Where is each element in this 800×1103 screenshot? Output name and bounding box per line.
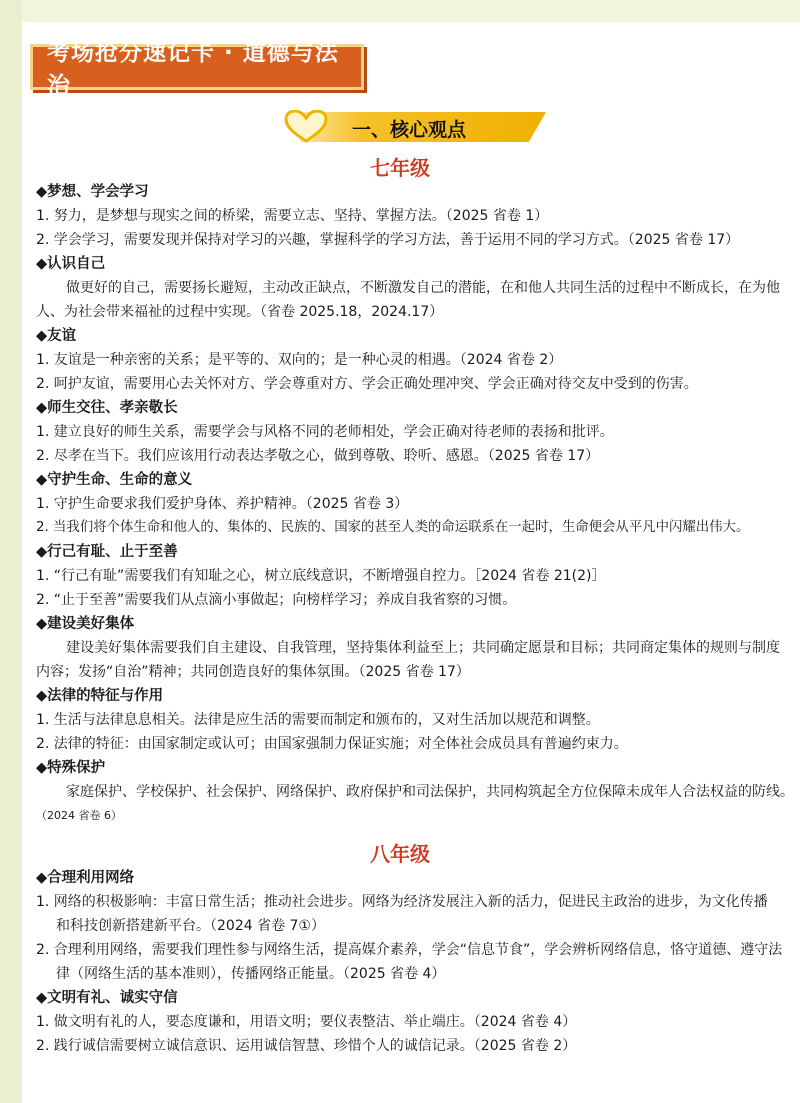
paragraph-line: 内容；发扬“自治”精神；共同创造良好的集体氛围。（2025 省卷 17） [36, 664, 470, 680]
list-item: 1. 友谊是一种亲密的关系；是平等的、双向的；是一种心灵的相遇。（2024 省卷 2） [36, 352, 563, 368]
list-item: 2. “止于至善”需要我们从点滴小事做起；向榜样学习；养成自我省察的习惯。 [36, 592, 517, 608]
topic-heading: ◆建设美好集体 [36, 616, 135, 632]
paragraph-line: 人、为社会带来福祉的过程中实现。（省卷 2025.18，2024.17） [36, 304, 444, 320]
topic-heading: ◆友谊 [36, 328, 77, 344]
topic-heading: ◆文明有礼、诚实守信 [36, 990, 178, 1006]
list-item: 2. 呵护友谊，需要用心去关怀对方、学会尊重对方、学会正确处理冲突、学会正确对待交友中受到的伤害。 [36, 376, 698, 392]
list-item: 2. 合理利用网络，需要我们理性参与网络生活，提高媒介素养，学会“信息节食”，学会辨析网络信息，恪守道德、遵守法 [36, 942, 783, 958]
topic-heading: ◆行己有耻、止于至善 [36, 544, 178, 560]
topic-heading: ◆特殊保护 [36, 760, 106, 776]
topic-heading: ◆合理利用网络 [36, 870, 135, 886]
topic-heading: ◆师生交往、孝亲敬长 [36, 400, 178, 416]
paragraph-line: 家庭保护、学校保护、社会保护、网络保护、政府保护和司法保护，共同构筑起全方位保障未成年人合法权益的防线。 [66, 784, 794, 800]
list-item: 2. 当我们将个体生命和他人的、集体的、民族的、国家的甚至人类的命运联系在一起时，生命便会从平凡中闪耀出伟大。 [36, 520, 750, 535]
heart-icon [284, 110, 328, 144]
grade-7-content [36, 180, 794, 828]
paragraph-line: 做更好的自己，需要扬长避短，主动改正缺点，不断激发自己的潜能，在和他人共同生活的过程中不断成长，在为他 [66, 280, 780, 296]
paragraph-line: 建设美好集体需要我们自主建设、自我管理，坚持集体利益至上；共同确定愿景和目标；共同商定集体的规则与制度 [66, 640, 780, 656]
list-item: 1. 做文明有礼的人，要态度谦和，用语文明；要仪表整洁、举止端庄。（2024 省卷 4） [36, 1014, 577, 1030]
grade-8-heading: 八年级 [370, 842, 430, 866]
banner-title: 考场抢分速记卡 · 道德与法治 [47, 40, 339, 99]
list-item: 1. “行己有耻”需要我们有知耻之心，树立底线意识，不断增强自控力。［2024 省卷 21(2)］ [36, 568, 606, 584]
list-item-continuation: 和科技创新搭建新平台。（2024 省卷 7①） [56, 918, 325, 934]
list-item: 1. 守护生命要求我们爱护身体、养护精神。（2025 省卷 3） [36, 496, 409, 512]
topic-heading: ◆梦想、学会学习 [36, 184, 149, 200]
list-item: 2. 学会学习，需要发现并保持对学习的兴趣，掌握科学的学习方法，善于运用不同的学习方式。（2025 省卷 17） [36, 232, 740, 248]
list-item: 2. 尽孝在当下。我们应该用行动表达孝敬之心，做到尊敬、聆听、感恩。（2025 省卷 17） [36, 448, 600, 464]
list-item: 1. 网络的积极影响：丰富日常生活；推动社会进步。网络为经济发展注入新的活力，促进民主政治的进步，为文化传播 [36, 894, 768, 910]
list-item: 1. 生活与法律息息相关。法律是应生活的需要而制定和颁布的，又对生活加以规范和调整。 [36, 712, 600, 728]
list-item-continuation: 律（网络生活的基本准则），传播网络正能量。（2025 省卷 4） [56, 966, 446, 982]
list-item: 2. 践行诚信需要树立诚信意识、运用诚信智慧、珍惜个人的诚信记录。（2025 省卷 2） [36, 1038, 577, 1054]
list-item: 2. 法律的特征：由国家制定或认可；由国家强制力保证实施；对全体社会成员具有普遍约束力。 [36, 736, 628, 752]
source-note: （2024 省卷 6） [36, 809, 122, 822]
topic-heading: ◆守护生命、生命的意义 [36, 472, 193, 488]
header-banner [30, 40, 364, 99]
grade-8-content [36, 866, 786, 1058]
section-header [284, 112, 550, 144]
list-item: 1. 建立良好的师生关系，需要学会与风格不同的老师相处，学会正确对待老师的表扬和批评。 [36, 424, 614, 440]
list-item: 1. 努力，是梦想与现实之间的桥梁，需要立志、坚持、掌握方法。（2025 省卷 1） [36, 208, 549, 224]
section-title: 一、核心观点 [352, 119, 467, 141]
grade-7-heading: 七年级 [370, 156, 430, 180]
topic-heading: ◆认识自己 [36, 256, 106, 272]
topic-heading: ◆法律的特征与作用 [36, 688, 164, 704]
